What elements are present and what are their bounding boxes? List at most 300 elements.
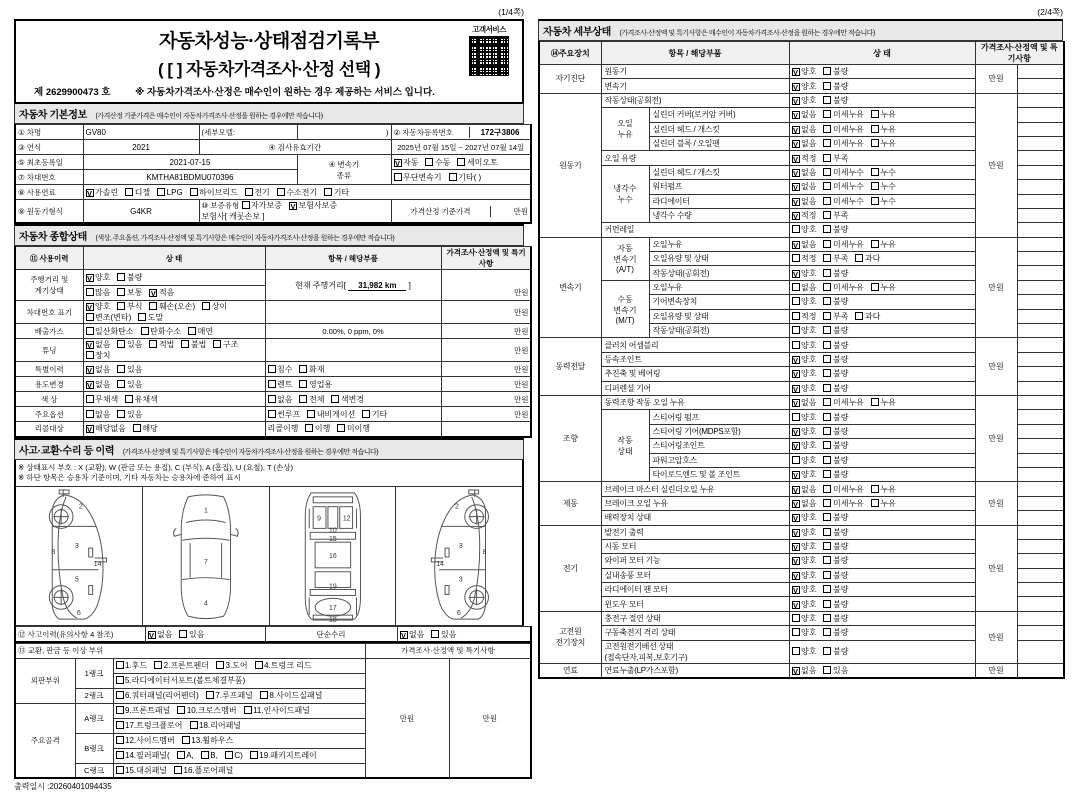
row-item-options[interactable] bbox=[265, 377, 441, 392]
checkbox-icon[interactable]: V bbox=[86, 365, 92, 375]
note-cell[interactable] bbox=[1017, 663, 1064, 677]
state-option[interactable]: 불량 bbox=[823, 95, 848, 106]
state-options[interactable] bbox=[789, 108, 975, 122]
row-item-options[interactable] bbox=[265, 392, 441, 407]
state-option[interactable]: 누수 bbox=[871, 181, 896, 192]
checkbox-icon[interactable]: V bbox=[793, 384, 799, 394]
part-option[interactable]: 2.프론트펜더 bbox=[154, 660, 209, 671]
checkbox-icon[interactable]: V bbox=[793, 543, 799, 553]
part-option[interactable]: 5.라디에이터서포트(볼트체결부품) bbox=[116, 675, 246, 686]
checkbox-icon[interactable]: V bbox=[793, 197, 799, 207]
checkbox-icon[interactable]: V bbox=[86, 188, 92, 198]
part-option[interactable]: A, bbox=[177, 751, 194, 760]
state-option[interactable]: 불량 bbox=[823, 613, 848, 624]
note-cell[interactable] bbox=[1017, 568, 1064, 582]
checkbox-icon[interactable] bbox=[823, 470, 831, 478]
state-option[interactable]: 미세누수 bbox=[823, 196, 863, 207]
checkbox-icon[interactable] bbox=[179, 630, 187, 638]
checkbox-icon[interactable] bbox=[117, 288, 125, 296]
checkbox-icon[interactable] bbox=[823, 168, 831, 176]
note-cell[interactable] bbox=[1017, 295, 1064, 309]
checkbox-icon[interactable] bbox=[117, 302, 125, 310]
checkbox-icon[interactable] bbox=[213, 340, 221, 348]
checkbox-icon[interactable] bbox=[201, 751, 209, 759]
accident-history-options[interactable] bbox=[145, 627, 265, 642]
checkbox-icon[interactable] bbox=[855, 254, 863, 262]
part-option[interactable]: 1.후드 bbox=[116, 660, 148, 671]
checkbox-icon[interactable] bbox=[324, 188, 332, 196]
state-option[interactable]: 불량 bbox=[823, 527, 848, 538]
checkbox-icon[interactable] bbox=[823, 67, 831, 75]
checkbox-icon[interactable] bbox=[307, 410, 315, 418]
checkbox-icon[interactable] bbox=[190, 721, 198, 729]
state-option[interactable]: V 해당없음 bbox=[86, 424, 126, 435]
part-option[interactable]: C) bbox=[225, 751, 243, 760]
state-option[interactable]: 불량 bbox=[823, 66, 848, 77]
fuel-option[interactable]: LPG bbox=[157, 188, 183, 197]
part-option[interactable]: 19.패키지트레이 bbox=[250, 750, 317, 761]
part-option[interactable]: 3.도어 bbox=[216, 660, 248, 671]
row-item-options[interactable] bbox=[265, 362, 441, 377]
checkbox-icon[interactable] bbox=[116, 676, 124, 684]
checkbox-icon[interactable]: V bbox=[793, 68, 799, 78]
state-option[interactable]: 불량 bbox=[823, 469, 848, 480]
checkbox-icon[interactable] bbox=[823, 647, 831, 655]
checkbox-icon[interactable] bbox=[823, 283, 831, 291]
checkbox-icon[interactable] bbox=[823, 269, 831, 277]
note-cell[interactable] bbox=[1017, 597, 1064, 611]
checkbox-icon[interactable] bbox=[117, 273, 125, 281]
checkbox-icon[interactable]: V bbox=[793, 600, 799, 610]
state-options[interactable] bbox=[789, 93, 975, 107]
row-state-options[interactable] bbox=[83, 392, 265, 407]
state-option[interactable]: 보통 bbox=[117, 287, 142, 298]
checkbox-icon[interactable] bbox=[190, 188, 198, 196]
checkbox-icon[interactable]: V bbox=[793, 399, 799, 409]
checkbox-icon[interactable] bbox=[871, 485, 879, 493]
state-option[interactable]: 누유 bbox=[871, 282, 896, 293]
checkbox-icon[interactable] bbox=[792, 312, 800, 320]
state-option[interactable]: V 양호 bbox=[793, 383, 817, 394]
checkbox-icon[interactable]: V bbox=[793, 499, 799, 509]
state-option[interactable]: V 양호 bbox=[793, 527, 817, 538]
state-option[interactable]: 부족 bbox=[823, 311, 848, 322]
item-option[interactable]: 영업용 bbox=[299, 379, 332, 390]
part-options[interactable] bbox=[113, 718, 365, 733]
state-option[interactable]: V 없음 bbox=[793, 167, 817, 178]
state-option[interactable]: 부식 bbox=[117, 301, 142, 312]
checkbox-icon[interactable] bbox=[823, 413, 831, 421]
state-option[interactable]: V 적음 bbox=[150, 288, 175, 299]
state-option[interactable]: 불량 bbox=[823, 584, 848, 595]
part-option[interactable]: 13.휠하우스 bbox=[182, 735, 234, 746]
checkbox-icon[interactable] bbox=[116, 736, 124, 744]
checkbox-icon[interactable] bbox=[823, 628, 831, 636]
state-options[interactable] bbox=[789, 252, 975, 266]
checkbox-icon[interactable] bbox=[792, 456, 800, 464]
state-options[interactable] bbox=[789, 439, 975, 453]
row-state-options[interactable] bbox=[83, 324, 265, 339]
checkbox-icon[interactable]: V bbox=[793, 356, 799, 365]
checkbox-icon[interactable] bbox=[138, 313, 146, 321]
state-option[interactable]: 불량 bbox=[117, 272, 142, 283]
checkbox-icon[interactable]: V bbox=[793, 571, 799, 581]
checkbox-icon[interactable] bbox=[117, 410, 125, 418]
checkbox-icon[interactable] bbox=[255, 661, 263, 669]
note-cell[interactable] bbox=[1017, 439, 1064, 453]
checkbox-icon[interactable] bbox=[394, 173, 402, 181]
checkbox-icon[interactable] bbox=[823, 182, 831, 190]
part-option[interactable]: 10.크로스멤버 bbox=[177, 705, 236, 716]
state-option[interactable]: 불량 bbox=[823, 646, 848, 657]
note-cell[interactable] bbox=[1017, 453, 1064, 467]
checkbox-icon[interactable] bbox=[792, 326, 800, 334]
state-option[interactable]: 부족 bbox=[823, 210, 848, 221]
state-option[interactable]: 있음 bbox=[823, 665, 848, 676]
checkbox-icon[interactable] bbox=[823, 427, 831, 435]
state-option[interactable]: V 양호 bbox=[793, 570, 817, 581]
checkbox-icon[interactable] bbox=[188, 327, 196, 335]
part-options[interactable] bbox=[113, 733, 365, 748]
state-option[interactable]: 상이 bbox=[202, 301, 227, 312]
state-option[interactable]: 있음 bbox=[117, 364, 142, 375]
checkbox-icon[interactable] bbox=[86, 313, 94, 321]
part-option[interactable]: 9.프론트패널 bbox=[116, 705, 171, 716]
state-option[interactable]: 무채색 bbox=[86, 394, 119, 405]
checkbox-icon[interactable] bbox=[792, 297, 800, 305]
part-option[interactable]: 11.인사이드패널 bbox=[244, 705, 310, 716]
state-option[interactable]: 부족 bbox=[823, 153, 848, 164]
item-option[interactable]: 이행 bbox=[305, 423, 330, 434]
note-cell[interactable] bbox=[1017, 194, 1064, 208]
state-option[interactable]: 유채색 bbox=[125, 394, 158, 405]
state-option[interactable]: 과다 bbox=[855, 311, 880, 322]
note-cell[interactable] bbox=[1017, 525, 1064, 539]
state-option[interactable]: 미세누수 bbox=[823, 181, 863, 192]
checkbox-icon[interactable] bbox=[823, 125, 831, 133]
state-option[interactable]: 불량 bbox=[823, 412, 848, 423]
checkbox-icon[interactable] bbox=[823, 326, 831, 334]
part-option[interactable]: 4.트렁크 리드 bbox=[255, 660, 312, 671]
checkbox-icon[interactable] bbox=[871, 182, 879, 190]
state-option[interactable]: V 없음 bbox=[86, 379, 111, 390]
checkbox-icon[interactable] bbox=[823, 154, 831, 162]
state-options[interactable] bbox=[789, 65, 975, 79]
state-options[interactable] bbox=[789, 511, 975, 525]
checkbox-icon[interactable]: V bbox=[793, 528, 799, 538]
checkbox-icon[interactable] bbox=[260, 691, 268, 699]
checkbox-icon[interactable] bbox=[277, 188, 285, 196]
checkbox-icon[interactable] bbox=[225, 751, 233, 759]
state-option[interactable]: 변조(변타) bbox=[86, 312, 132, 323]
state-option[interactable]: V 없음 bbox=[793, 139, 817, 150]
note-cell[interactable] bbox=[1017, 496, 1064, 510]
item-option[interactable]: 침수 bbox=[268, 364, 293, 375]
checkbox-icon[interactable] bbox=[792, 341, 800, 349]
state-options[interactable] bbox=[789, 151, 975, 165]
checkbox-icon[interactable] bbox=[86, 395, 94, 403]
checkbox-icon[interactable] bbox=[823, 211, 831, 219]
checkbox-icon[interactable] bbox=[823, 456, 831, 464]
transmission-options-row2[interactable] bbox=[391, 170, 531, 185]
state-option[interactable]: V 양호 bbox=[86, 272, 111, 283]
checkbox-icon[interactable] bbox=[117, 365, 125, 373]
note-cell[interactable] bbox=[1017, 93, 1064, 107]
state-option[interactable]: 양호 bbox=[792, 412, 817, 423]
checkbox-icon[interactable]: V bbox=[86, 273, 92, 283]
checkbox-icon[interactable]: V bbox=[86, 341, 92, 350]
simple-repair-option[interactable]: V 없음 bbox=[400, 629, 425, 640]
checkbox-icon[interactable]: V bbox=[86, 303, 92, 312]
row-state-options[interactable] bbox=[83, 301, 265, 324]
note-cell[interactable] bbox=[1017, 309, 1064, 323]
state-option[interactable]: 양호 bbox=[792, 627, 817, 638]
warranty-option[interactable]: V 보험사보증 bbox=[290, 201, 338, 211]
checkbox-icon[interactable] bbox=[116, 661, 124, 669]
state-option[interactable]: V 없음 bbox=[793, 239, 817, 250]
state-option[interactable]: 양호 bbox=[792, 296, 817, 307]
part-option[interactable]: 6.쿼터패널(리어펜더) bbox=[116, 690, 199, 701]
state-option[interactable]: 불량 bbox=[823, 440, 848, 451]
note-cell[interactable] bbox=[1017, 467, 1064, 481]
state-option[interactable]: V 없음 bbox=[793, 665, 817, 676]
part-option[interactable]: 8.사이드실패널 bbox=[260, 690, 323, 701]
checkbox-icon[interactable] bbox=[202, 302, 210, 310]
fuel-option[interactable]: V 가솔린 bbox=[86, 187, 119, 198]
fuel-option[interactable]: 기타 bbox=[324, 187, 349, 198]
state-option[interactable]: 탄화수소 bbox=[141, 326, 181, 337]
checkbox-icon[interactable] bbox=[792, 413, 800, 421]
checkbox-icon[interactable] bbox=[299, 365, 307, 373]
state-option[interactable]: V 양호 bbox=[793, 585, 817, 596]
state-option[interactable]: 누유 bbox=[871, 397, 896, 408]
checkbox-icon[interactable] bbox=[125, 395, 133, 403]
note-cell[interactable] bbox=[1017, 352, 1064, 366]
state-option[interactable]: V 없음 bbox=[86, 340, 111, 350]
note-cell[interactable] bbox=[1017, 482, 1064, 496]
checkbox-icon[interactable]: V bbox=[86, 380, 92, 390]
item-option[interactable]: 내비게이션 bbox=[307, 409, 355, 420]
note-cell[interactable] bbox=[1017, 266, 1064, 280]
checkbox-icon[interactable] bbox=[425, 158, 433, 166]
state-option[interactable]: 양호 bbox=[792, 340, 817, 351]
checkbox-icon[interactable] bbox=[792, 283, 800, 291]
checkbox-icon[interactable]: V bbox=[793, 471, 799, 481]
state-options[interactable] bbox=[789, 467, 975, 481]
checkbox-icon[interactable]: V bbox=[793, 557, 799, 567]
checkbox-icon[interactable]: V bbox=[793, 154, 799, 164]
transmission-option[interactable]: 기타( ) bbox=[449, 172, 482, 183]
state-option[interactable]: 많음 bbox=[86, 287, 111, 298]
state-option[interactable]: 누유 bbox=[871, 498, 896, 509]
note-cell[interactable] bbox=[1017, 237, 1064, 251]
checkbox-icon[interactable] bbox=[181, 340, 189, 348]
state-option[interactable]: V 없음 bbox=[793, 110, 817, 121]
state-option[interactable]: 불법 bbox=[181, 339, 206, 350]
state-options[interactable] bbox=[789, 194, 975, 208]
state-option[interactable]: V 없음 bbox=[793, 498, 817, 509]
checkbox-icon[interactable]: V bbox=[793, 442, 799, 452]
checkbox-icon[interactable] bbox=[116, 721, 124, 729]
part-options[interactable] bbox=[113, 763, 365, 778]
state-option[interactable]: 없음 bbox=[86, 409, 111, 420]
state-option[interactable]: 훼손(오손) bbox=[149, 301, 195, 312]
state-option[interactable]: V 없음 bbox=[793, 124, 817, 135]
state-options[interactable] bbox=[789, 367, 975, 381]
state-options[interactable] bbox=[789, 295, 975, 309]
checkbox-icon[interactable]: V bbox=[793, 125, 799, 135]
part-options[interactable] bbox=[113, 688, 365, 703]
state-option[interactable]: 불량 bbox=[823, 555, 848, 566]
state-option[interactable]: 있음 bbox=[117, 409, 142, 420]
checkbox-icon[interactable] bbox=[871, 139, 879, 147]
state-option[interactable]: 불량 bbox=[823, 627, 848, 638]
checkbox-icon[interactable]: V bbox=[793, 82, 799, 92]
checkbox-icon[interactable] bbox=[154, 661, 162, 669]
checkbox-icon[interactable]: V bbox=[793, 370, 799, 380]
note-cell[interactable] bbox=[1017, 381, 1064, 395]
note-cell[interactable] bbox=[1017, 79, 1064, 93]
item-option[interactable]: 전체 bbox=[299, 394, 324, 405]
checkbox-icon[interactable] bbox=[141, 327, 149, 335]
row-state-options[interactable] bbox=[83, 422, 265, 437]
note-cell[interactable] bbox=[1017, 338, 1064, 352]
state-option[interactable]: 불량 bbox=[823, 368, 848, 379]
state-options[interactable] bbox=[789, 266, 975, 280]
state-options[interactable] bbox=[789, 136, 975, 150]
checkbox-icon[interactable] bbox=[86, 410, 94, 418]
state-option[interactable]: 불량 bbox=[823, 296, 848, 307]
checkbox-icon[interactable] bbox=[86, 288, 94, 296]
state-option[interactable]: V 양호 bbox=[793, 426, 817, 437]
checkbox-icon[interactable]: V bbox=[793, 111, 799, 121]
state-option[interactable]: 일산화탄소 bbox=[86, 326, 134, 337]
state-option[interactable]: 적정 bbox=[792, 311, 817, 322]
checkbox-icon[interactable] bbox=[174, 766, 182, 774]
state-option[interactable]: 미세누유 bbox=[823, 138, 863, 149]
checkbox-icon[interactable] bbox=[823, 240, 831, 248]
row-state-options[interactable] bbox=[83, 407, 265, 422]
checkbox-icon[interactable] bbox=[823, 297, 831, 305]
note-cell[interactable] bbox=[1017, 424, 1064, 438]
checkbox-icon[interactable]: V bbox=[394, 158, 400, 168]
checkbox-icon[interactable]: V bbox=[793, 240, 799, 250]
row-state-options[interactable] bbox=[83, 285, 265, 301]
checkbox-icon[interactable]: V bbox=[793, 485, 799, 495]
state-option[interactable]: V 양호 bbox=[793, 513, 817, 524]
part-options[interactable] bbox=[113, 658, 365, 673]
state-options[interactable] bbox=[789, 223, 975, 237]
checkbox-icon[interactable] bbox=[305, 424, 313, 432]
checkbox-icon[interactable] bbox=[823, 197, 831, 205]
checkbox-icon[interactable] bbox=[823, 614, 831, 622]
checkbox-icon[interactable] bbox=[431, 630, 439, 638]
state-option[interactable]: 불량 bbox=[823, 224, 848, 235]
state-option[interactable]: V 없음 bbox=[793, 196, 817, 207]
state-option[interactable]: 불량 bbox=[823, 340, 848, 351]
checkbox-icon[interactable] bbox=[242, 201, 250, 209]
fuel-option[interactable]: 디젤 bbox=[125, 187, 150, 198]
state-options[interactable] bbox=[789, 208, 975, 222]
state-option[interactable]: 장치 bbox=[86, 350, 111, 361]
checkbox-icon[interactable] bbox=[823, 369, 831, 377]
state-options[interactable] bbox=[789, 482, 975, 496]
state-option[interactable]: 누유 bbox=[871, 138, 896, 149]
row-item-options[interactable] bbox=[265, 422, 441, 437]
state-option[interactable]: 누수 bbox=[871, 167, 896, 178]
row-state-options[interactable] bbox=[83, 270, 265, 286]
checkbox-icon[interactable] bbox=[871, 168, 879, 176]
state-option[interactable]: V 양호 bbox=[793, 81, 817, 92]
state-option[interactable]: 불량 bbox=[823, 599, 848, 610]
row-item-options[interactable] bbox=[265, 407, 441, 422]
state-option[interactable]: 미세누유 bbox=[823, 109, 863, 120]
state-option[interactable]: 양호 bbox=[792, 646, 817, 657]
simple-repair-option[interactable]: 있음 bbox=[431, 629, 456, 640]
checkbox-icon[interactable] bbox=[823, 384, 831, 392]
checkbox-icon[interactable] bbox=[871, 398, 879, 406]
checkbox-icon[interactable] bbox=[149, 302, 157, 310]
state-option[interactable]: 불량 bbox=[823, 541, 848, 552]
state-options[interactable] bbox=[789, 79, 975, 93]
state-option[interactable]: 불량 bbox=[823, 325, 848, 336]
checkbox-icon[interactable] bbox=[823, 355, 831, 363]
state-option[interactable]: 미세누유 bbox=[823, 239, 863, 250]
state-options[interactable] bbox=[789, 395, 975, 409]
checkbox-icon[interactable] bbox=[823, 225, 831, 233]
state-options[interactable] bbox=[789, 640, 975, 663]
state-option[interactable]: V 양호 bbox=[793, 95, 817, 106]
checkbox-icon[interactable] bbox=[117, 380, 125, 388]
fuel-options[interactable] bbox=[83, 185, 531, 200]
part-option[interactable]: 16.플로어패널 bbox=[174, 765, 233, 776]
transmission-option[interactable]: 무단변속기 bbox=[394, 172, 442, 183]
note-cell[interactable] bbox=[1017, 324, 1064, 338]
item-option[interactable]: 색변경 bbox=[331, 394, 364, 405]
state-option[interactable]: 누유 bbox=[871, 109, 896, 120]
part-option[interactable]: 14.필러패널( bbox=[116, 750, 170, 761]
note-cell[interactable] bbox=[1017, 136, 1064, 150]
item-option[interactable]: 썬루프 bbox=[268, 409, 301, 420]
checkbox-icon[interactable] bbox=[457, 158, 465, 166]
part-option[interactable]: 17.트렁크플로어 bbox=[116, 720, 183, 731]
fuel-option[interactable]: 하이브리드 bbox=[190, 187, 238, 198]
state-options[interactable] bbox=[789, 583, 975, 597]
state-option[interactable]: 누유 bbox=[871, 484, 896, 495]
checkbox-icon[interactable] bbox=[871, 240, 879, 248]
state-option[interactable]: V 적정 bbox=[793, 153, 817, 164]
state-option[interactable]: V 양호 bbox=[793, 369, 817, 380]
fuel-option[interactable]: 수소전기 bbox=[277, 187, 317, 198]
checkbox-icon[interactable]: V bbox=[793, 96, 799, 106]
checkbox-icon[interactable] bbox=[299, 395, 307, 403]
state-option[interactable]: 불량 bbox=[823, 383, 848, 394]
fuel-option[interactable]: 전기 bbox=[245, 187, 270, 198]
item-option[interactable]: 렌트 bbox=[268, 379, 293, 390]
item-option[interactable]: 기타 bbox=[362, 409, 387, 420]
checkbox-icon[interactable]: V bbox=[400, 630, 406, 640]
state-option[interactable]: V 양호 bbox=[793, 268, 817, 279]
note-cell[interactable] bbox=[1017, 511, 1064, 525]
state-option[interactable]: 양호 bbox=[792, 325, 817, 336]
state-option[interactable]: 미세누유 bbox=[823, 484, 863, 495]
state-options[interactable] bbox=[789, 237, 975, 251]
state-options[interactable] bbox=[789, 611, 975, 625]
state-option[interactable]: 불량 bbox=[823, 81, 848, 92]
state-option[interactable]: 누유 bbox=[871, 124, 896, 135]
state-options[interactable] bbox=[789, 165, 975, 179]
state-option[interactable]: V 양호 bbox=[793, 67, 817, 78]
